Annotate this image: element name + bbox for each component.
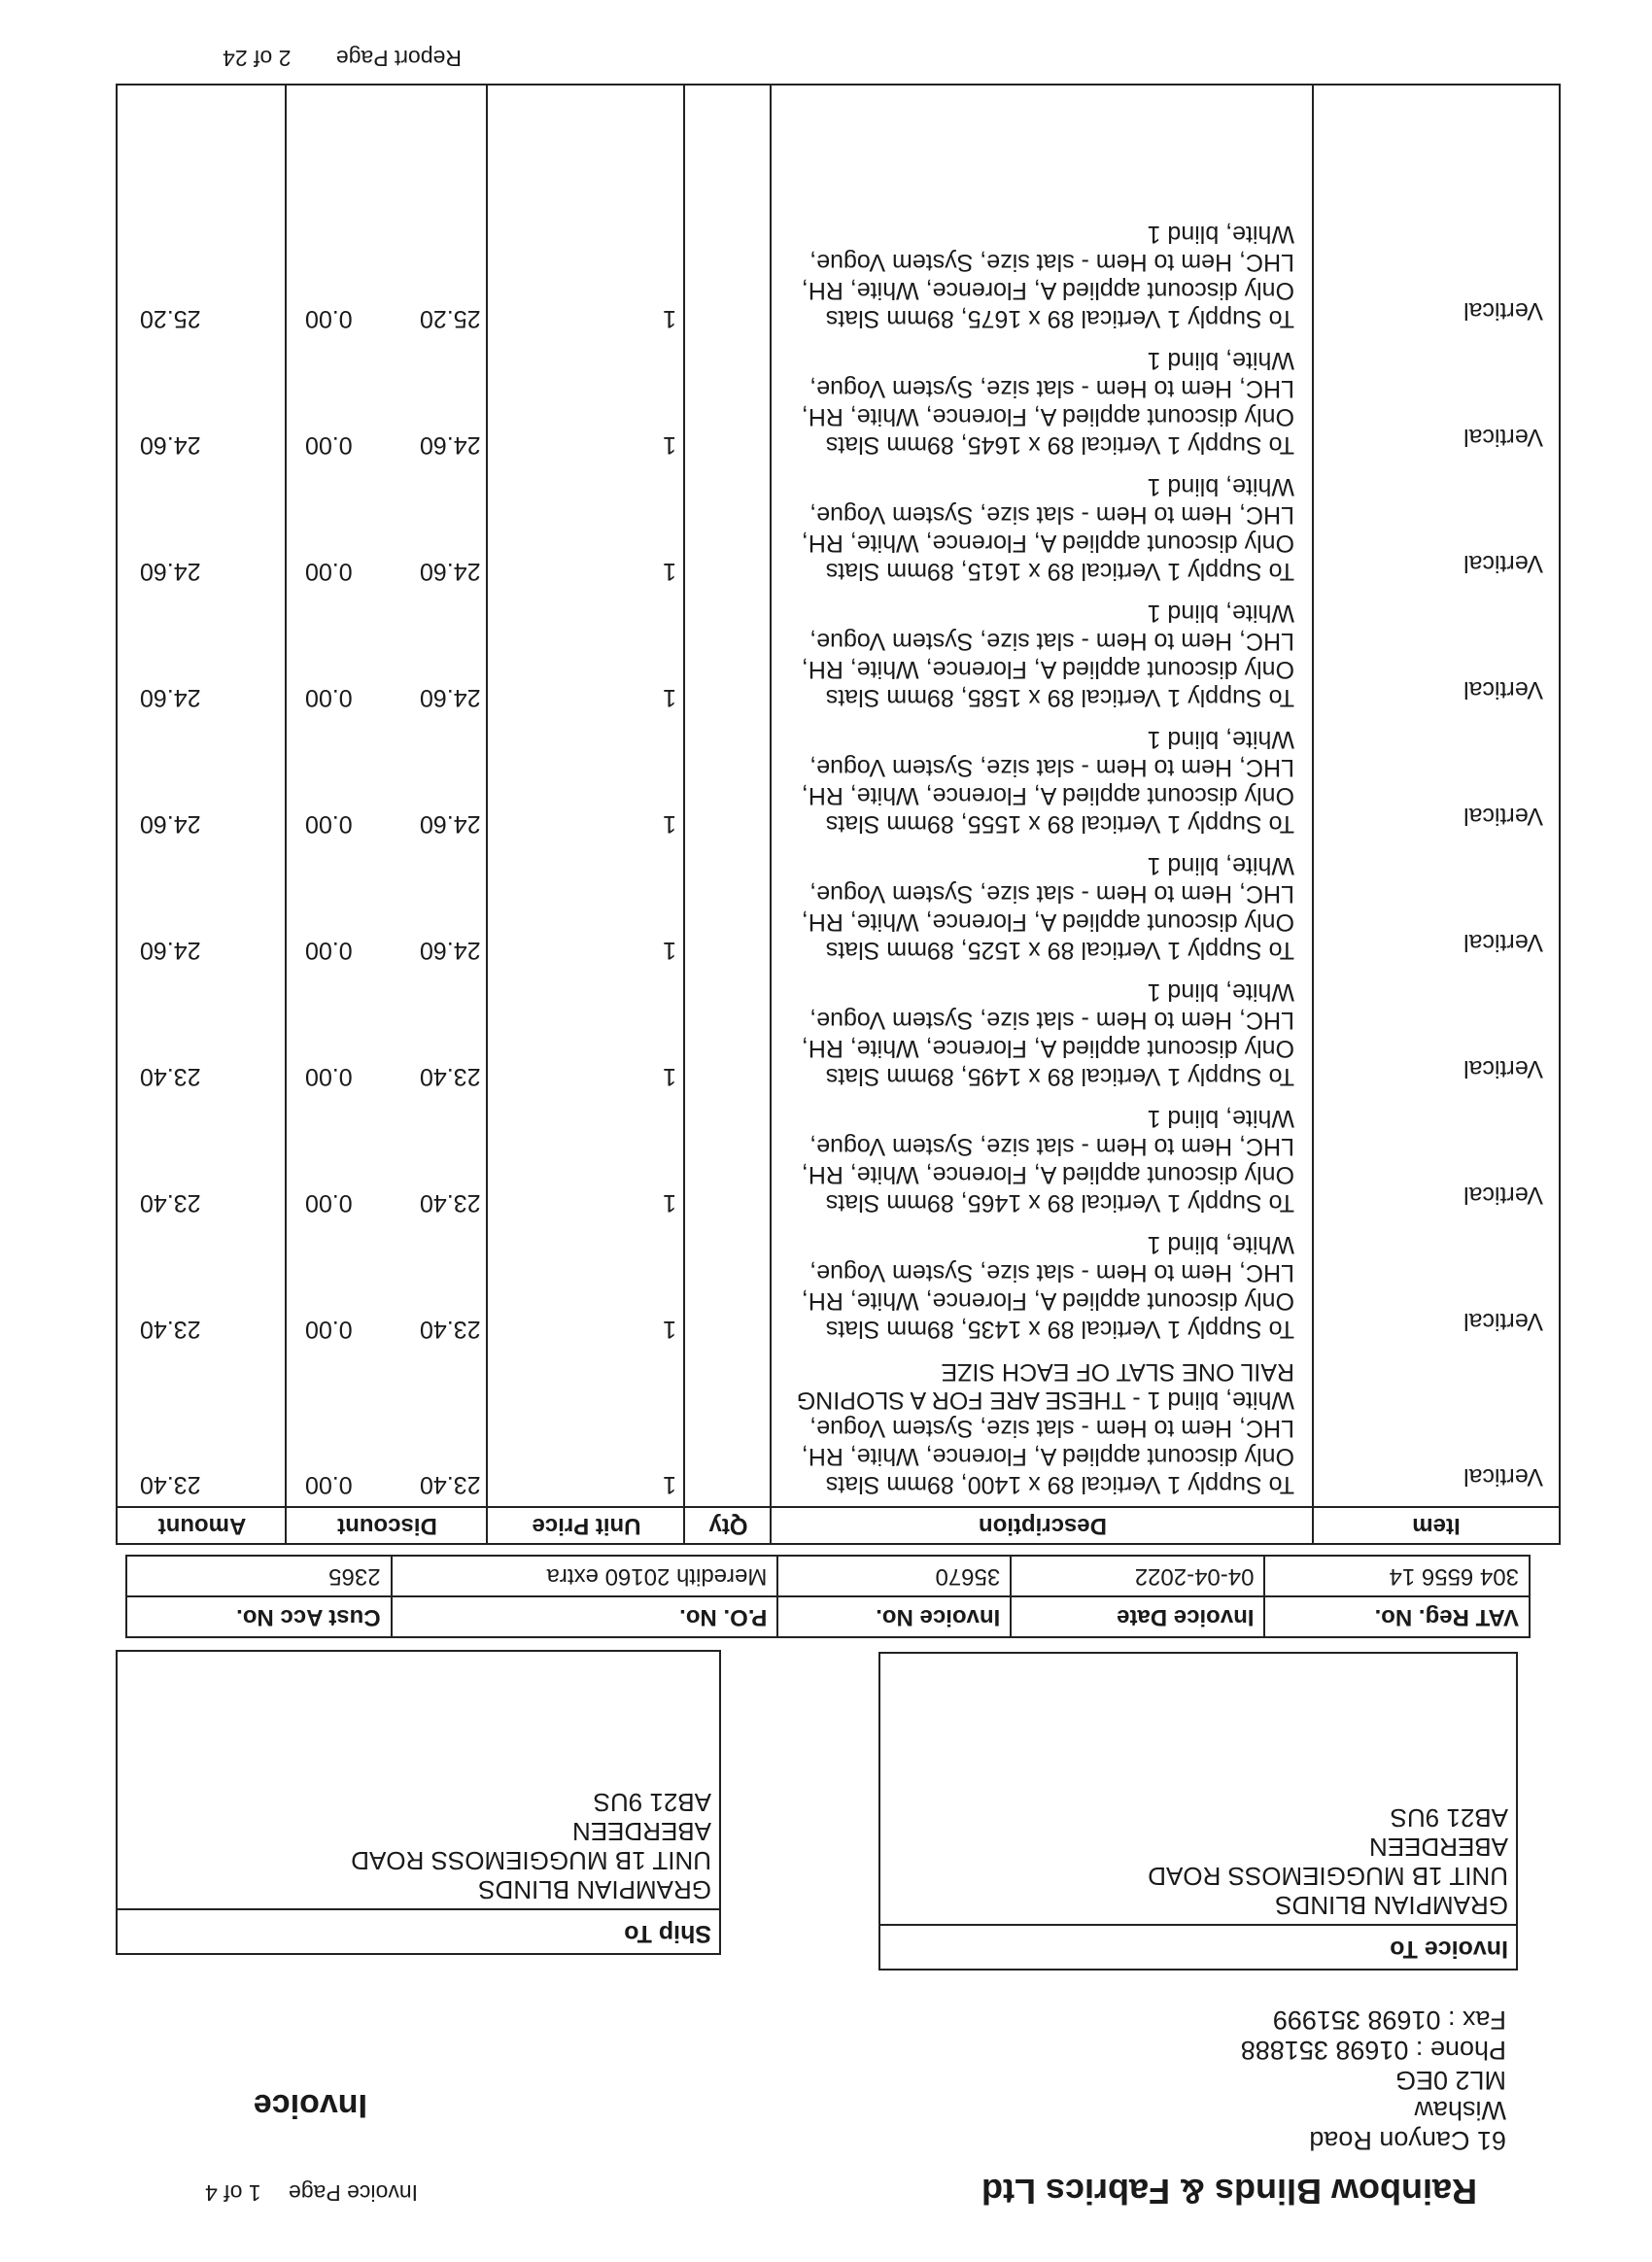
discount-cell: 0.00 (305, 431, 353, 459)
discount-cell: 0.00 (305, 1063, 353, 1090)
table-row (118, 838, 1559, 964)
company-name: Rainbow Blinds & Fabrics Ltd (981, 2172, 1477, 2211)
description-cell: To Supply 1 Vertical 89 x 1585, 89mm Slats Only discount applied A, Florence, White, RH, LHC, Hem to Hem - slat size, System Vogue, White, blind 1 (801, 600, 1294, 711)
po-no-header: P.O. No. (392, 1596, 778, 1637)
amount-cell: 24.60 (140, 684, 201, 711)
address-line: AB21 9US (593, 1788, 711, 1817)
table-row (118, 1217, 1559, 1343)
unit-price-cell: 23.40 (420, 1063, 481, 1090)
amount-cell: 24.60 (140, 558, 201, 585)
amount-header: Amount (157, 1513, 247, 1539)
item-cell: Vertical (1463, 1308, 1543, 1335)
vat-reg-value: 304 6556 14 (1264, 1556, 1530, 1596)
amount-cell: 23.40 (140, 1471, 201, 1498)
qty-header: Qty (708, 1513, 748, 1539)
description-header: Description (978, 1513, 1108, 1539)
description-cell: To Supply 1 Vertical 89 x 1465, 89mm Slats Only discount applied A, Florence, White, RH, LHC, Hem to Hem - slat size, System Vogue, White, blind 1 (801, 1105, 1294, 1217)
qty-cell: 1 (663, 1316, 676, 1343)
qty-cell: 1 (663, 305, 676, 332)
description-cell: To Supply 1 Vertical 89 x 1645, 89mm Slats Only discount applied A, Florence, White, RH, LHC, Hem to Hem - slat size, System Vogue, White, blind 1 (801, 347, 1294, 459)
unit-price-cell: 23.40 (420, 1471, 481, 1498)
description-cell: To Supply 1 Vertical 89 x 1400, 89mm Slats Only discount applied A, Florence, White, RH, LHC, Hem to Hem - slat size, System Vogue, White, blind 1 - THESE ARE FOR A SLOPING RAIL ONE SLAT OF EACH SIZE (796, 1358, 1294, 1498)
invoice-to-box (878, 1652, 1518, 1971)
unit-price-cell: 23.40 (420, 1316, 481, 1343)
document-title: Invoice (253, 2087, 367, 2124)
qty-cell: 1 (663, 1189, 676, 1217)
discount-cell: 0.00 (305, 1316, 353, 1343)
discount-cell: 0.00 (305, 684, 353, 711)
discount-cell: 0.00 (305, 558, 353, 585)
discount-cell: 0.00 (305, 1189, 353, 1217)
address-line: ABERDEEN (1368, 1833, 1508, 1862)
phone-line: Phone : 01698 351888 (1240, 2036, 1506, 2065)
line-items-table (116, 84, 1561, 1545)
table-row (118, 206, 1559, 332)
address-line: ABERDEEN (571, 1817, 711, 1846)
qty-cell: 1 (663, 431, 676, 459)
address-line: GRAMPIAN BLINDS (1275, 1891, 1508, 1920)
table-row (118, 1090, 1559, 1217)
address-line: Wishaw (1414, 2096, 1506, 2125)
unit-price-cell: 24.60 (420, 431, 481, 459)
header-divider (118, 1506, 1559, 1508)
qty-cell: 1 (663, 810, 676, 838)
amount-cell: 24.60 (140, 937, 201, 964)
amount-cell: 23.40 (140, 1063, 201, 1090)
item-cell: Vertical (1463, 550, 1543, 577)
discount-cell: 0.00 (305, 937, 353, 964)
unit-price-cell: 24.60 (420, 558, 481, 585)
unit-price-header: Unit Price (532, 1513, 641, 1539)
item-header: Item (1412, 1513, 1461, 1539)
item-cell: Vertical (1463, 1463, 1543, 1491)
company-address (1241, 2005, 1506, 2155)
table-row (118, 711, 1559, 838)
discount-cell: 0.00 (305, 305, 353, 332)
invoice-page-value: 1 of 4 (205, 2180, 261, 2206)
invoice-to-label: Invoice To (880, 1924, 1516, 1969)
cust-acc-value: 2365 (126, 1556, 392, 1596)
qty-cell: 1 (663, 684, 676, 711)
invoice-date-header: Invoice Date (1011, 1596, 1264, 1637)
table-row (118, 964, 1559, 1090)
amount-cell: 23.40 (140, 1189, 201, 1217)
item-cell: Vertical (1463, 929, 1543, 956)
qty-cell: 1 (663, 937, 676, 964)
item-cell: Vertical (1463, 676, 1543, 703)
unit-price-cell: 23.40 (420, 1189, 481, 1217)
discount-cell: 0.00 (305, 810, 353, 838)
ship-to-label: Ship To (118, 1908, 719, 1953)
qty-cell: 1 (663, 1063, 676, 1090)
qty-cell: 1 (663, 1471, 676, 1498)
item-cell: Vertical (1463, 1055, 1543, 1082)
report-page-value: 2 of 24 (223, 46, 292, 71)
address-line: GRAMPIAN BLINDS (478, 1875, 711, 1904)
description-cell: To Supply 1 Vertical 89 x 1555, 89mm Slats Only discount applied A, Florence, White, RH, LHC, Hem to Hem - slat size, System Vogue, White, blind 1 (801, 726, 1294, 838)
table-row (118, 459, 1559, 585)
description-cell: To Supply 1 Vertical 89 x 1435, 89mm Slats Only discount applied A, Florence, White, RH, LHC, Hem to Hem - slat size, System Vogue, White, blind 1 (801, 1231, 1294, 1343)
unit-price-cell: 25.20 (420, 305, 481, 332)
invoice-info-table (125, 1555, 1531, 1638)
description-cell: To Supply 1 Vertical 89 x 1495, 89mm Slats Only discount applied A, Florence, White, RH, LHC, Hem to Hem - slat size, System Vogue, White, blind 1 (801, 978, 1294, 1090)
table-row (118, 585, 1559, 711)
description-cell: To Supply 1 Vertical 89 x 1675, 89mm Slats Only discount applied A, Florence, White, RH, LHC, Hem to Hem - slat size, System Vogue, White, blind 1 (801, 221, 1294, 332)
discount-cell: 0.00 (305, 1471, 353, 1498)
amount-cell: 24.60 (140, 810, 201, 838)
unit-price-cell: 24.60 (420, 684, 481, 711)
item-cell: Vertical (1463, 803, 1543, 830)
invoice-no-header: Invoice No. (777, 1596, 1011, 1637)
item-cell: Vertical (1463, 1182, 1543, 1209)
ship-to-box (116, 1650, 721, 1955)
amount-cell: 23.40 (140, 1316, 201, 1343)
discount-header: Discount (337, 1513, 437, 1539)
description-cell: To Supply 1 Vertical 89 x 1525, 89mm Slats Only discount applied A, Florence, White, RH, LHC, Hem to Hem - slat size, System Vogue, White, blind 1 (801, 852, 1294, 964)
item-cell: Vertical (1463, 424, 1543, 451)
address-line: AB21 9US (1390, 1803, 1508, 1833)
unit-price-cell: 24.60 (420, 937, 481, 964)
item-cell: Vertical (1463, 297, 1543, 325)
cust-acc-header: Cust Acc No. (126, 1596, 392, 1637)
report-page-label: Report Page (335, 46, 462, 71)
report-page-info (184, 45, 462, 71)
address-line: UNIT 1B MUGGIEMOSS ROAD (351, 1846, 711, 1875)
amount-cell: 25.20 (140, 305, 201, 332)
invoice-no-value: 35670 (777, 1556, 1011, 1596)
address-line: UNIT 1B MUGGIEMOSS ROAD (1148, 1862, 1508, 1891)
table-row (118, 1358, 1559, 1498)
vat-reg-header: VAT Reg. No. (1264, 1596, 1530, 1637)
table-row (118, 332, 1559, 459)
address-line: ML2 0EG (1394, 2066, 1506, 2095)
address-line: 61 Canyon Road (1309, 2126, 1506, 2155)
unit-price-cell: 24.60 (420, 810, 481, 838)
description-cell: To Supply 1 Vertical 89 x 1615, 89mm Slats Only discount applied A, Florence, White, RH, LHC, Hem to Hem - slat size, System Vogue, White, blind 1 (801, 473, 1294, 585)
invoice-page-info (184, 2179, 418, 2206)
fax-line: Fax : 01698 351999 (1272, 2005, 1506, 2035)
qty-cell: 1 (663, 558, 676, 585)
invoice-page-label: Invoice Page (289, 2180, 418, 2206)
invoice-date-value: 04-04-2022 (1011, 1556, 1264, 1596)
po-no-value: Meredith 20160 extra (392, 1556, 778, 1596)
amount-cell: 24.60 (140, 431, 201, 459)
